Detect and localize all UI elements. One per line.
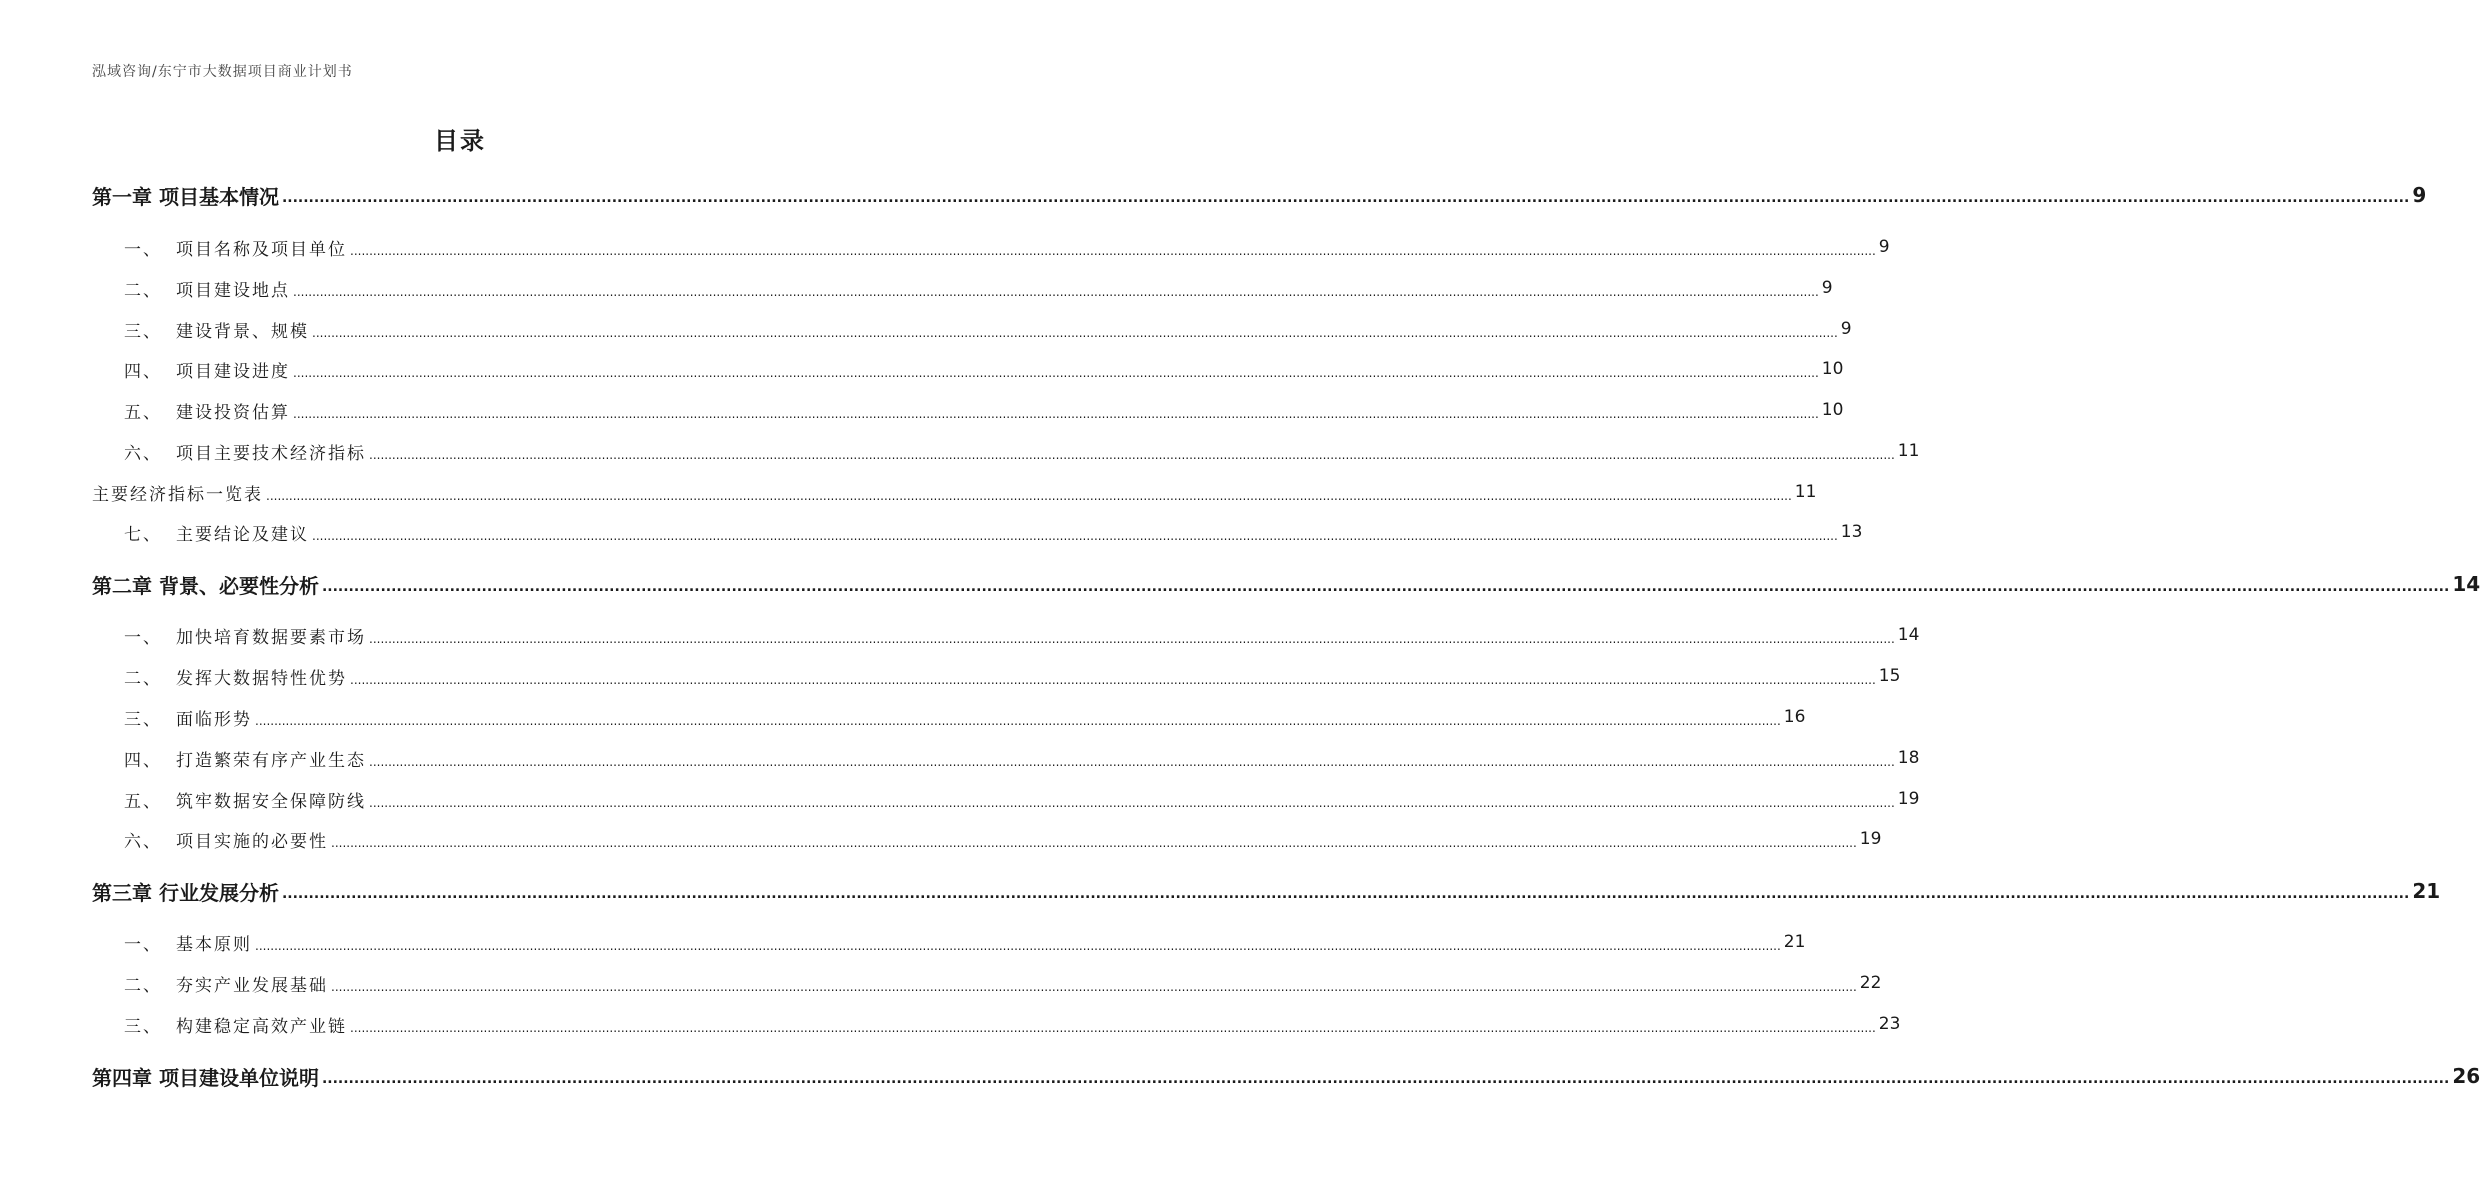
toc-entry-text: 加快培育数据要素市场 xyxy=(176,627,366,648)
toc-entry-number: 七、 xyxy=(124,524,162,545)
toc-entry-text: 项目建设进度 xyxy=(176,361,290,382)
toc-entry-title xyxy=(92,623,366,648)
toc-entry-text: 第二章 背景、必要性分析 xyxy=(92,573,319,598)
dot-leader: ................................................................................................................................................................................................................................................................................................................................................................................................................ xyxy=(266,489,1792,503)
toc-entry-number: 五、 xyxy=(124,402,162,423)
toc-entry-text: 夯实产业发展基础 xyxy=(176,975,328,996)
toc-entry-number: 六、 xyxy=(124,831,162,852)
toc-chapter-entry[interactable] xyxy=(92,876,2441,906)
toc-page-number: 22 xyxy=(1859,973,1882,993)
toc-entry-title xyxy=(92,705,252,730)
dot-leader: ................................................................................................................................................................................................................................................................................................................................................................................................................ xyxy=(293,285,1819,299)
toc-section-entry[interactable] xyxy=(92,354,1844,384)
dot-leader: ................................................................................................................................................................................................................................................................................................................................................................................................................ xyxy=(369,632,1895,646)
toc-entry-number: 三、 xyxy=(124,1016,162,1037)
toc-entry-title xyxy=(92,570,319,599)
toc-entry-text: 主要经济指标一览表 xyxy=(92,484,263,505)
toc-page-number: 13 xyxy=(1840,522,1863,542)
dot-leader: ................................................................................................................................................................................................................................................................................................................................................................................................................ xyxy=(312,326,1838,340)
dot-leader: ................................................................................................................................................................................................................................................................................................................................................................................................................ xyxy=(281,190,2410,206)
toc-page-number: 11 xyxy=(1897,441,1920,461)
dot-leader: ................................................................................................................................................................................................................................................................................................................................................................................................................ xyxy=(312,529,1838,543)
toc-section-entry[interactable] xyxy=(92,477,1817,507)
toc-entry-text: 项目主要技术经济指标 xyxy=(176,443,366,464)
toc-entry-title xyxy=(92,276,290,301)
toc-chapter-entry[interactable] xyxy=(92,1061,2480,1091)
toc-entry-title xyxy=(92,664,347,689)
toc-entry-number: 三、 xyxy=(124,709,162,730)
toc-page-number: 18 xyxy=(1897,748,1920,768)
toc-entry-text: 项目名称及项目单位 xyxy=(176,239,347,260)
dot-leader: ................................................................................................................................................................................................................................................................................................................................................................................................................ xyxy=(331,980,1857,994)
toc-page-number: 19 xyxy=(1897,789,1920,809)
toc-section-entry[interactable] xyxy=(92,743,1920,773)
toc-entry-title xyxy=(92,480,263,505)
toc-section-entry[interactable] xyxy=(92,273,1833,303)
toc-entry-title xyxy=(92,1012,347,1037)
dot-leader: ................................................................................................................................................................................................................................................................................................................................................................................................................ xyxy=(293,366,1819,380)
toc-section-entry[interactable] xyxy=(92,232,1890,262)
toc-entry-number: 五、 xyxy=(124,791,162,812)
toc-entry-number: 三、 xyxy=(124,321,162,342)
toc-page-number: 26 xyxy=(2452,1064,2480,1088)
toc-entry-title xyxy=(92,357,290,382)
toc-section-entry[interactable] xyxy=(92,927,1806,957)
toc-entry-text: 打造繁荣有序产业生态 xyxy=(176,750,366,771)
dot-leader: ................................................................................................................................................................................................................................................................................................................................................................................................................ xyxy=(369,755,1895,769)
toc-entry-title xyxy=(92,1062,319,1091)
toc-page-number: 14 xyxy=(1897,625,1920,645)
dot-leader: ................................................................................................................................................................................................................................................................................................................................................................................................................ xyxy=(350,244,1876,258)
toc-entry-number: 六、 xyxy=(124,443,162,464)
toc-section-entry[interactable] xyxy=(92,968,1882,998)
dot-leader: ................................................................................................................................................................................................................................................................................................................................................................................................................ xyxy=(350,673,1876,687)
dot-leader: ................................................................................................................................................................................................................................................................................................................................................................................................................ xyxy=(321,579,2450,595)
toc-entry-title xyxy=(92,398,290,423)
toc-entry-title xyxy=(92,235,347,260)
toc-section-entry[interactable] xyxy=(92,314,1852,344)
dot-leader: ................................................................................................................................................................................................................................................................................................................................................................................................................ xyxy=(293,407,1819,421)
toc-page-number: 15 xyxy=(1878,666,1901,686)
toc-page-number: 9 xyxy=(1821,278,1833,298)
toc-page-number: 16 xyxy=(1783,707,1806,727)
toc-entry-text: 第三章 行业发展分析 xyxy=(92,880,279,905)
dot-leader: ................................................................................................................................................................................................................................................................................................................................................................................................................ xyxy=(321,1071,2450,1087)
toc-entry-title xyxy=(92,439,366,464)
toc-entry-number: 一、 xyxy=(124,934,162,955)
toc-entry-title xyxy=(92,930,252,955)
dot-leader: ................................................................................................................................................................................................................................................................................................................................................................................................................ xyxy=(255,939,1781,953)
toc-entry-title xyxy=(92,181,279,210)
toc-section-entry[interactable] xyxy=(92,436,1920,466)
toc-section-entry[interactable] xyxy=(92,517,1863,547)
toc-chapter-entry[interactable] xyxy=(92,180,2427,210)
toc-section-entry[interactable] xyxy=(92,620,1920,650)
toc-page-number: 9 xyxy=(2412,183,2427,207)
toc-page-number: 10 xyxy=(1821,400,1844,420)
toc-page-number: 19 xyxy=(1859,829,1882,849)
toc-page-number: 9 xyxy=(1840,319,1852,339)
toc-entry-text: 第四章 项目建设单位说明 xyxy=(92,1065,319,1090)
toc-section-entry[interactable] xyxy=(92,784,1920,814)
toc-entry-title xyxy=(92,317,309,342)
toc-page-number: 14 xyxy=(2452,572,2480,596)
toc-entry-text: 建设背景、规模 xyxy=(176,321,309,342)
toc-page-number: 11 xyxy=(1794,482,1817,502)
toc-entry-number: 二、 xyxy=(124,280,162,301)
toc-entry-text: 发挥大数据特性优势 xyxy=(176,668,347,689)
toc-entry-text: 面临形势 xyxy=(176,709,252,730)
toc-page-number: 21 xyxy=(1783,932,1806,952)
toc-section-entry[interactable] xyxy=(92,824,1882,854)
dot-leader: ................................................................................................................................................................................................................................................................................................................................................................................................................ xyxy=(350,1021,1876,1035)
toc-entry-number: 二、 xyxy=(124,668,162,689)
toc-page-number: 23 xyxy=(1878,1014,1901,1034)
toc-entry-number: 四、 xyxy=(124,750,162,771)
toc-entry-number: 二、 xyxy=(124,975,162,996)
toc-entry-text: 构建稳定高效产业链 xyxy=(176,1016,347,1037)
toc-entry-text: 第一章 项目基本情况 xyxy=(92,184,279,209)
toc-entry-text: 建设投资估算 xyxy=(176,402,290,423)
toc-entry-title xyxy=(92,520,309,545)
toc-entry-title xyxy=(92,877,279,906)
toc-page-number: 9 xyxy=(1878,237,1890,257)
toc-section-entry[interactable] xyxy=(92,395,1844,425)
dot-leader: ................................................................................................................................................................................................................................................................................................................................................................................................................ xyxy=(255,714,1781,728)
toc-entry-number: 四、 xyxy=(124,361,162,382)
page-title: 目录 xyxy=(434,127,486,155)
toc-entry-title xyxy=(92,787,366,812)
dot-leader: ................................................................................................................................................................................................................................................................................................................................................................................................................ xyxy=(281,886,2410,902)
toc-section-entry[interactable] xyxy=(92,661,1901,691)
toc-entry-title xyxy=(92,971,328,996)
dot-leader: ................................................................................................................................................................................................................................................................................................................................................................................................................ xyxy=(331,836,1857,850)
toc-entry-text: 基本原则 xyxy=(176,934,252,955)
dot-leader: ................................................................................................................................................................................................................................................................................................................................................................................................................ xyxy=(369,796,1895,810)
toc-entry-title xyxy=(92,746,366,771)
toc-page-number: 21 xyxy=(2412,879,2441,903)
toc-entry-text: 主要结论及建议 xyxy=(176,524,309,545)
toc-entry-number: 一、 xyxy=(124,627,162,648)
toc-entry-text: 项目实施的必要性 xyxy=(176,831,328,852)
toc-entry-text: 项目建设地点 xyxy=(176,280,290,301)
running-header: 泓域咨询/东宁市大数据项目商业计划书 xyxy=(92,64,353,80)
toc-section-entry[interactable] xyxy=(92,1009,1901,1039)
toc-page-number: 10 xyxy=(1821,359,1844,379)
toc-entry-title xyxy=(92,827,328,852)
dot-leader: ................................................................................................................................................................................................................................................................................................................................................................................................................ xyxy=(369,448,1895,462)
toc-section-entry[interactable] xyxy=(92,702,1806,732)
toc-chapter-entry[interactable] xyxy=(92,569,2480,599)
toc-entry-text: 筑牢数据安全保障防线 xyxy=(176,791,366,812)
toc-entry-number: 一、 xyxy=(124,239,162,260)
